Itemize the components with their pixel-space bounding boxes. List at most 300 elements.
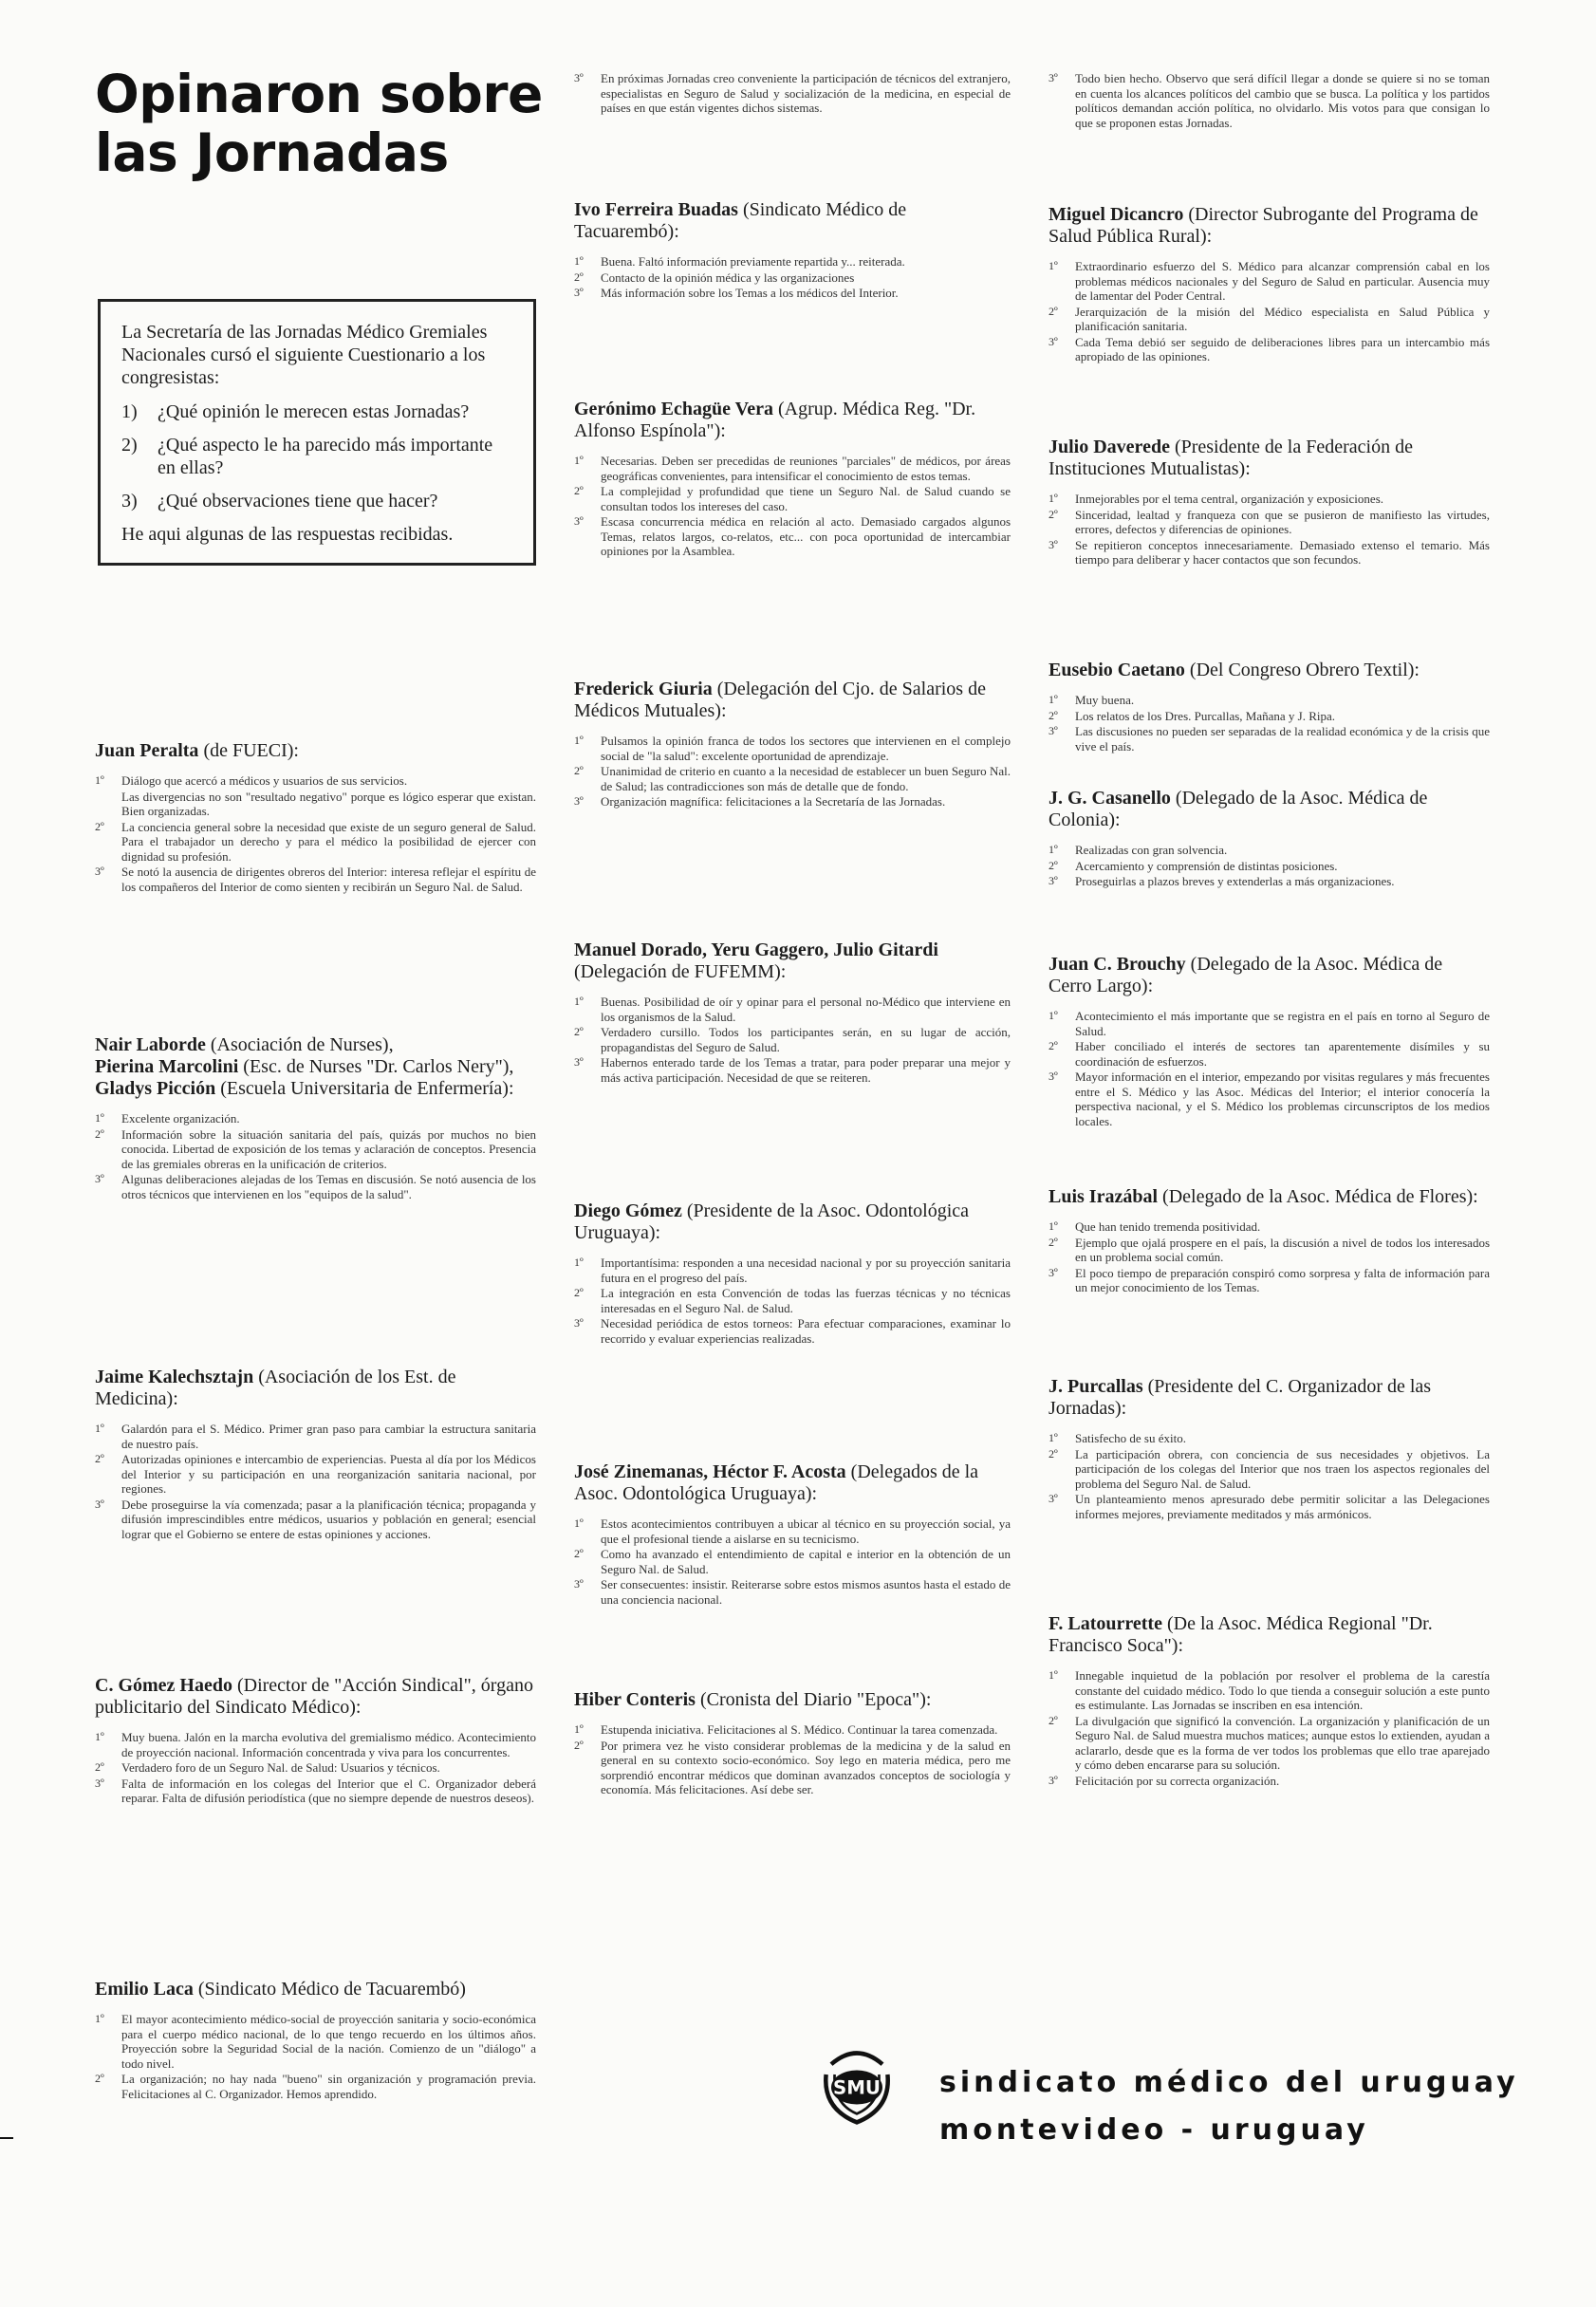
respondent-affiliation: (Presidente de la Asoc. Odontológica Uruguaya):	[574, 1200, 970, 1243]
answer-text: Contacto de la opinión médica y las organizaciones	[601, 270, 855, 285]
answer-text: Unanimidad de criterio en cuanto a la necesidad de establecer un buen Seguro Nal. de Salud; las contradicciones son más de detalle que de fondo.	[601, 764, 1011, 793]
respondent-affiliation: (Delegado de la Asoc. Médica de Cerro Largo):	[1049, 954, 1443, 996]
response-entry	[574, 199, 1011, 302]
answer-text: Galardón para el S. Médico. Primer gran paso para cambiar la estructura sanitaria de nuestro país.	[121, 1422, 536, 1451]
answer-number: 1º	[1049, 843, 1058, 856]
answer-number: 3º	[1049, 1070, 1058, 1083]
respondent-heading	[1049, 1613, 1490, 1657]
answer-number: 2º	[574, 1025, 584, 1038]
respondent-affiliation: (Delegación del Cjo. de Salarios de Médicos Mutuales):	[574, 679, 986, 721]
respondent-affiliation: (Asociación de los Est. de Medicina):	[95, 1367, 456, 1409]
question-text: ¿Qué opinión le merecen estas Jornadas?	[158, 401, 470, 422]
answer-list	[1049, 693, 1490, 753]
answer-number: 1º	[1049, 259, 1058, 272]
response-entry	[1049, 660, 1490, 754]
answer-item	[574, 1516, 1011, 1546]
respondent-heading	[95, 1675, 536, 1719]
respondent-affiliation: (Del Congreso Obrero Textil):	[1189, 660, 1420, 680]
answer-number: 3º	[1049, 334, 1058, 348]
answer-item	[574, 270, 1011, 286]
answer-number: 3º	[1049, 1773, 1058, 1787]
answer-text: Las divergencias no son "resultado negativo" porque es lógico esperar que existan. Bien organizadas.	[121, 789, 536, 818]
answer-item	[95, 1127, 536, 1172]
answer-number: 2º	[574, 1286, 584, 1299]
answer-text: Estupenda iniciativa. Felicitaciones al S. Médico. Continuar la tarea comenzada.	[601, 1722, 998, 1737]
answer-text: Por primera vez he visto considerar problemas de la medicina y de la salud en general en su contexto socio-económico. Soy lego en materia médica, pero me sorprendió encontrar médicos que dominan avanzados conceptos de sociología y economía. Más felicitaciones. Así debe ser.	[601, 1738, 1011, 1796]
answer-item	[95, 2072, 536, 2101]
response-entry	[95, 1979, 536, 2102]
answer-text: Mayor información en el interior, empezando por visitas regulares y más frecuentes entre el S. Médico y las Asoc. Médicas del Interior; el interior conocería la perspectiva nacional, y el S. Médico los problemas circunscriptos de los medios locales.	[1075, 1070, 1490, 1128]
answer-item	[95, 773, 536, 789]
response-entry	[574, 71, 1011, 117]
answer-item	[574, 1577, 1011, 1607]
respondent-heading	[1049, 1376, 1490, 1420]
answer-number: 2º	[574, 270, 584, 284]
question-list	[121, 400, 512, 512]
answer-text: Buena. Faltó información previamente repartida y... reiterada.	[601, 254, 905, 269]
answer-item	[574, 1316, 1011, 1346]
respondent-affiliation: (Sindicato Médico de Tacuarembó)	[197, 1979, 466, 2000]
answer-text: Acontecimiento el más importante que se registra en el país en torno al Seguro de Salud.	[1075, 1009, 1490, 1038]
answer-number: 3º	[1049, 874, 1058, 887]
answer-text: Algunas deliberaciones alejadas de los Temas en discusión. Se notó ausencia de los otros técnicos que intervienen en los "equipos de la salud".	[121, 1172, 536, 1201]
answer-item	[1049, 538, 1490, 567]
answer-text: Necesidad periódica de estos torneos: Para efectuar comparaciones, examinar lo recorrido y evaluar experiencias realizadas.	[601, 1316, 1011, 1346]
respondent-affiliation: (Delegado de la Asoc. Médica de Colonia):	[1049, 788, 1428, 830]
answer-list	[95, 1422, 536, 1541]
respondent-name: Gerónimo Echagüe Vera	[574, 399, 773, 419]
answer-item	[574, 254, 1011, 270]
answer-text: Satisfecho de su éxito.	[1075, 1431, 1186, 1445]
respondent-heading	[574, 679, 1011, 722]
answer-list	[95, 1111, 536, 1201]
answer-item	[1049, 693, 1490, 708]
answer-item	[1049, 259, 1490, 304]
answer-item	[1049, 1492, 1490, 1521]
respondent-name: F. Latourrette	[1049, 1613, 1162, 1634]
answer-text: Un planteamiento menos apresurado debe permitir solicitar a las Delegaciones informes mejores, previamente meditados y más armónicos.	[1075, 1492, 1490, 1521]
answer-list	[574, 1516, 1011, 1607]
answer-item	[1049, 843, 1490, 858]
answer-item	[95, 1422, 536, 1451]
footer-org-name: sindicato médico del uruguay	[939, 2066, 1519, 2099]
response-entry	[1049, 788, 1490, 890]
question-text: ¿Qué aspecto le ha parecido más importante en ellas?	[158, 435, 493, 478]
answer-number: 3º	[1049, 724, 1058, 737]
answer-list	[1049, 1431, 1490, 1521]
response-entry	[1049, 1613, 1490, 1789]
respondent-heading	[1049, 437, 1490, 480]
answer-item	[1049, 874, 1490, 889]
answer-number: 1º	[1049, 492, 1058, 505]
respondent-name: Ivo Ferreira Buadas	[574, 199, 738, 220]
answer-item	[95, 2012, 536, 2071]
respondent-name: J. Purcallas	[1049, 1376, 1143, 1397]
respondent-name: Manuel Dorado, Yeru Gaggero, Julio Gitardi	[574, 940, 938, 960]
question-number: 2)	[121, 435, 138, 456]
respondent-heading	[574, 1689, 1011, 1711]
respondent-affiliation: (de FUECI):	[203, 740, 299, 761]
answer-text: Como ha avanzado el entendimiento de capital e interior en la obtención de un Seguro Nal. de Salud.	[601, 1547, 1011, 1576]
intro-text: La Secretaría de las Jornadas Médico Gremiales Nacionales cursó el siguiente Cuestionario a los congresistas:	[121, 322, 488, 388]
respondent-affiliation: (Director de "Acción Sindical", órgano publicitario del Sindicato Médico):	[95, 1675, 533, 1718]
answer-text: Ser consecuentes: insistir. Reiterarse sobre estos mismos asuntos hasta el estado de una conciencia nacional.	[601, 1577, 1011, 1607]
answer-text: La conciencia general sobre la necesidad que existe de un seguro general de Salud. Para el trabajador un derecho y para el médico la posibilidad de ejercer con dignidad su profesión.	[121, 819, 536, 864]
answer-text: Falta de información en los colegas del Interior que el C. Organizador deberá reparar. Falta de difusión periodística (que no siempre depende de nuestros deseos).	[121, 1776, 536, 1805]
answer-list	[95, 1730, 536, 1806]
respondent-heading	[574, 940, 1011, 983]
answer-number: 1º	[574, 734, 584, 747]
smu-logo-icon	[814, 2040, 900, 2126]
question-item	[121, 400, 512, 423]
answer-list	[574, 71, 1011, 116]
respondent-heading	[95, 1367, 536, 1410]
respondent-affiliation: (Asociación de Nurses),	[210, 1034, 394, 1055]
response-entry	[1049, 954, 1490, 1129]
answer-item	[1049, 1774, 1490, 1789]
respondent-heading	[1049, 1186, 1490, 1208]
answer-number: 1º	[574, 1256, 584, 1269]
answer-list	[95, 773, 536, 894]
respondent-name: Diego Gómez	[574, 1200, 682, 1221]
answer-text: La complejidad y profundidad que tiene un Seguro Nal. de Salud cuando se consultan todos los intereses del caso.	[601, 484, 1011, 513]
answer-number: 2º	[95, 2072, 104, 2085]
answer-text: En próximas Jornadas creo conveniente la participación de técnicos del extranjero, especialistas en Seguro de Salud y socialización de la medicina, en especial de países en que están vigentes dichos sistemas.	[601, 71, 1011, 115]
answer-number: 2º	[95, 1452, 104, 1465]
answer-list	[1049, 1668, 1490, 1788]
answer-item	[1049, 1714, 1490, 1773]
answer-text: Organización magnífica: felicitaciones a la Secretaría de las Jornadas.	[601, 794, 946, 809]
answer-number: 3º	[95, 865, 104, 878]
answer-number: 2º	[1049, 304, 1058, 318]
answer-list	[1049, 843, 1490, 889]
respondent-name: Luis Irazábal	[1049, 1186, 1159, 1207]
respondent-name: Pierina Marcolini	[95, 1056, 239, 1077]
answer-item	[574, 1547, 1011, 1576]
answer-number: 2º	[1049, 858, 1058, 872]
respondent-name: C. Gómez Haedo	[95, 1675, 232, 1696]
respondent-affiliation: (Delegación de FUFEMM):	[574, 961, 787, 982]
answer-number: 2º	[1049, 1713, 1058, 1727]
respondent-affiliation: (Cronista del Diario "Epoca"):	[699, 1689, 932, 1710]
question-number: 3)	[121, 491, 138, 512]
answer-text: El mayor acontecimiento médico-social de proyección sanitaria y socio-económica para el cuerpo médico nacional, de lo que tengo recuerdo en los últimos años. Proyección sobre la Seguridad Social de la nación. Comienzo de un "diálogo" a todo nivel.	[121, 2012, 536, 2071]
answer-text: Se repitieron conceptos innecesariamente. Demasiado extenso el temario. Más tiempo para deliberar y hacer contactos que son fecundos.	[1075, 537, 1490, 567]
answer-number	[95, 790, 121, 819]
answer-item	[1049, 1266, 1490, 1295]
margin-mark	[0, 2137, 13, 2139]
answer-list	[1049, 492, 1490, 567]
response-entry	[574, 1689, 1011, 1798]
answer-text: Realizadas con gran solvencia.	[1075, 843, 1228, 857]
answer-item	[574, 1739, 1011, 1797]
respondent-name: Juan C. Brouchy	[1049, 954, 1186, 975]
answer-text: Innegable inquietud de la población por resolver el problema de la carestía constante del cuidado médico. Todo lo que tienda a conseguir solución a este punto es estimulante. Las Jornadas se inscriben en esa intención.	[1075, 1668, 1490, 1712]
answer-number: 3º	[95, 1776, 104, 1790]
answer-item	[1049, 1070, 1490, 1128]
answer-text: Haber conciliado el interés de sectores tan aparentemente disímiles y su coordinación de esfuerzos.	[1075, 1039, 1490, 1069]
answer-item	[95, 1452, 536, 1497]
question-text: ¿Qué observaciones tiene que hacer?	[158, 491, 438, 512]
answer-item	[1049, 1668, 1490, 1713]
answer-item	[1049, 305, 1490, 334]
answer-number: 1º	[95, 2012, 104, 2025]
answer-item	[1049, 1039, 1490, 1069]
footer-city: montevideo - uruguay	[939, 2113, 1369, 2147]
respondent-heading	[574, 399, 1011, 442]
answer-text: Necesarias. Deben ser precedidas de reuniones "parciales" de médicos, por áreas geográficas convenientes, para intensificar el conocimiento de estos temas.	[601, 454, 1011, 483]
answer-list	[1049, 1219, 1490, 1295]
answer-text: Verdadero foro de un Seguro Nal. de Salud: Usuarios y técnicos.	[121, 1760, 440, 1775]
answer-number: 2º	[95, 1126, 104, 1141]
answer-text: Ejemplo que ojalá prospere en el país, la discusión a nivel de todos los interesados en un problema social común.	[1075, 1235, 1490, 1264]
answer-item	[95, 865, 536, 894]
answer-text: Pulsamos la opinión franca de todos los sectores que intervienen en el complejo social de "la salud": excelente oportunidad de aprendizaje.	[601, 734, 1011, 763]
answer-number: 1º	[574, 995, 584, 1008]
answer-number: 2º	[95, 1760, 104, 1774]
respondent-heading	[95, 740, 536, 762]
answer-text: Sinceridad, lealtad y franqueza con que se pusieron de manifiesto las virtudes, errores, defectos y diferencias de opiniones.	[1075, 507, 1490, 536]
answer-item	[574, 71, 1011, 116]
answer-item	[574, 1722, 1011, 1738]
question-number: 1)	[121, 401, 138, 422]
answer-list	[95, 2012, 536, 2101]
response-entry	[574, 1461, 1011, 1608]
answer-text: Muy buena. Jalón en la marcha evolutiva del gremialismo médico. Acontecimiento de proyección nacional. Información concentrada y viva para los concurrentes.	[121, 1730, 536, 1759]
answer-text: Los relatos de los Dres. Purcallas, Mañana y J. Ripa.	[1075, 708, 1336, 723]
answer-text: Cada Tema debió ser seguido de deliberaciones libres para un intercambio más apropiado de las opiniones.	[1075, 334, 1490, 363]
respondent-affiliation: (Presidente del C. Organizador de las Jornadas):	[1049, 1376, 1432, 1419]
footer	[939, 2059, 1519, 2154]
answer-text: Estos acontecimientos contribuyen a ubicar al técnico en su proyección social, ya que el profesional tiende a aislarse en su tecnicismo.	[601, 1516, 1011, 1546]
intro-closing: He aqui algunas de las respuestas recibidas.	[121, 524, 454, 545]
question-item	[121, 490, 512, 512]
answer-item	[574, 794, 1011, 809]
answer-text: La organización; no hay nada "bueno" sin organización y programación previa. Felicitaciones al C. Organizador. Hemos aprendido.	[121, 2072, 536, 2101]
logo-lettering: SMU	[833, 2076, 881, 2099]
answer-number: 1º	[574, 254, 584, 268]
respondent-heading	[1049, 954, 1490, 997]
respondent-name: Nair Laborde	[95, 1034, 206, 1055]
answer-item	[1049, 335, 1490, 364]
answer-number: 3º	[95, 1497, 104, 1511]
respondent-name: Gladys Picción	[95, 1078, 216, 1099]
answer-item	[574, 1025, 1011, 1054]
answer-item	[95, 1760, 536, 1776]
response-entry	[1049, 204, 1490, 365]
answer-text: Debe proseguirse la vía comenzada; pasar a la planificación técnica; propaganda y difusión imprescindibles entre médicos, usuarios y población en general; esencial lograr que el Gobierno se entere de estas opiniones y acciones.	[121, 1497, 536, 1541]
answer-text: Excelente organización.	[121, 1111, 240, 1126]
answer-text: Extraordinario esfuerzo del S. Médico para alcanzar comprensión cabal en los problemas médicos nacionales y del Seguro de Salud en particular. Ausencia muy de lamentar del Poder Central.	[1075, 259, 1490, 303]
respondent-name: Juan Peralta	[95, 740, 199, 761]
answer-number: 3º	[95, 1172, 104, 1185]
answer-number: 1º	[1049, 693, 1058, 706]
answer-number: 1º	[574, 1722, 584, 1736]
respondent-affiliation: (De la Asoc. Médica Regional "Dr. Francisco Soca"):	[1049, 1613, 1433, 1656]
answer-item	[574, 1055, 1011, 1085]
answer-text: Importantísima: responden a una necesidad nacional y por su proyección sanitaria futura en el progreso del país.	[601, 1256, 1011, 1285]
answer-number: 2º	[1049, 507, 1058, 521]
answer-item	[574, 514, 1011, 559]
answer-text: Verdadero cursillo. Todos los participantes serán, en su lugar de acción, propagandistas del Seguro de Salud.	[601, 1025, 1011, 1054]
respondent-affiliation: (Delegado de la Asoc. Médica de Flores):	[1162, 1186, 1478, 1207]
answer-text: Proseguirlas a plazos breves y extenderlas a más organizaciones.	[1075, 874, 1395, 888]
answer-item	[95, 1498, 536, 1542]
answer-text: Acercamiento y comprensión de distintas posiciones.	[1075, 858, 1338, 873]
answer-item	[1049, 71, 1490, 130]
answer-number: 1º	[95, 1111, 104, 1125]
answer-item	[1049, 508, 1490, 537]
answer-text: La integración en esta Convención de todas las fuerzas técnicas y no técnicas interesadas en el Seguro Nal. de Salud.	[601, 1286, 1011, 1315]
answer-number: 3º	[574, 794, 584, 808]
answer-number: 3º	[574, 1055, 584, 1069]
respondent-heading	[1049, 660, 1490, 681]
answer-number: 1º	[1049, 1668, 1058, 1682]
respondent-name: Emilio Laca	[95, 1979, 194, 2000]
answer-text: Diálogo que acercó a médicos y usuarios de sus servicios.	[121, 773, 408, 788]
response-entry	[574, 679, 1011, 810]
answer-item	[95, 1172, 536, 1201]
response-entry	[1049, 71, 1490, 131]
answer-number: 3º	[1049, 71, 1058, 84]
answer-item	[95, 820, 536, 865]
answer-item	[1049, 1447, 1490, 1492]
answer-item	[574, 484, 1011, 513]
response-entry	[1049, 437, 1490, 568]
answer-number: 1º	[95, 773, 104, 787]
answer-number: 3º	[574, 1577, 584, 1591]
answer-number: 2º	[95, 819, 104, 833]
answer-item	[95, 790, 536, 819]
response-entry	[95, 1367, 536, 1542]
answer-text: Que han tenido tremenda positividad.	[1075, 1219, 1261, 1234]
answer-list	[574, 254, 1011, 301]
answer-text: La divulgación que significó la convención. La organización y planificación de un Seguro Nal. de Salud muestra muchos matices; aunque estos lo extienden, ayudan a aclararlo, desde que es la forma de ver todos los problemas que ello trae aparejado y cómo deben encararse para su solución.	[1075, 1713, 1490, 1772]
response-entry	[574, 940, 1011, 1086]
answer-number: 3º	[1049, 1492, 1058, 1505]
answer-number: 1º	[95, 1730, 104, 1743]
response-entry	[95, 1034, 536, 1202]
answer-item	[95, 1730, 536, 1759]
answer-text: La participación obrera, con conciencia de sus necesidades y objetivos. La participación de los colegas del Interior que nos traen los aspectos regionales del problema del Seguro Nal. de Salud.	[1075, 1446, 1490, 1491]
answer-text: Autorizadas opiniones e intercambio de experiencias. Puesta al día por los Médicos del Interior y su participación en una reorganización sanitaria nacional, por regiones.	[121, 1452, 536, 1496]
respondent-affiliation: (Presidente de la Federación de Instituciones Mutualistas):	[1049, 437, 1413, 479]
respondent-heading	[574, 1200, 1011, 1244]
answer-number: 1º	[1049, 1219, 1058, 1233]
respondent-name: Julio Daverede	[1049, 437, 1170, 457]
answer-list	[574, 454, 1011, 559]
response-entry	[95, 1675, 536, 1807]
respondent-affiliation: (Agrup. Médica Reg. "Dr. Alfonso Espínola"):	[574, 399, 976, 441]
answer-item	[574, 734, 1011, 763]
response-entry	[1049, 1376, 1490, 1522]
answer-number: 3º	[574, 514, 584, 528]
respondent-heading	[95, 1034, 536, 1100]
response-entry	[574, 399, 1011, 560]
response-entry	[1049, 1186, 1490, 1296]
answer-text: Felicitación por su correcta organización.	[1075, 1773, 1280, 1788]
answer-number: 2º	[574, 1738, 584, 1752]
answer-item	[574, 1286, 1011, 1315]
respondent-heading	[95, 1979, 536, 2000]
answer-text: El poco tiempo de preparación conspiró como sorpresa y falta de información para un mejor conocimiento de los Temas.	[1075, 1265, 1490, 1294]
response-entry	[574, 1200, 1011, 1347]
answer-text: Más información sobre los Temas a los médicos del Interior.	[601, 286, 899, 300]
respondent-heading	[574, 199, 1011, 243]
respondent-name: Frederick Giuria	[574, 679, 713, 699]
answer-text: Jerarquización de la misión del Médico especialista en Salud Pública y planificación sanitaria.	[1075, 304, 1490, 333]
answer-number: 1º	[1049, 1431, 1058, 1444]
answer-list	[574, 995, 1011, 1085]
answer-item	[95, 1111, 536, 1126]
respondent-affiliation: (Director Subrogante del Programa de Salud Pública Rural):	[1049, 204, 1478, 247]
respondent-name: Jaime Kalechsztajn	[95, 1367, 254, 1387]
answer-item	[574, 286, 1011, 301]
answer-number: 3º	[574, 286, 584, 299]
answer-number: 3º	[574, 71, 584, 84]
answer-number: 2º	[1049, 1039, 1058, 1052]
answer-list	[574, 1256, 1011, 1346]
answer-text: Las discusiones no pueden ser separadas de la realidad económica y de la crisis que vive el país.	[1075, 724, 1490, 753]
answer-item	[574, 764, 1011, 793]
answer-number: 2º	[574, 764, 584, 777]
answer-text: Información sobre la situación sanitaria del país, quizás por muchos no bien conocida. Libertad de exposición de los temas y aclaración de conceptos. Presencia de las gremiales obreras en la unificación de criterios.	[121, 1126, 536, 1171]
answer-number: 2º	[574, 484, 584, 497]
questionnaire-box	[98, 299, 536, 566]
respondent-affiliation: (Delegados de la Asoc. Odontológica Uruguaya):	[574, 1461, 979, 1504]
response-entry	[95, 740, 536, 895]
respondent-name: Eusebio Caetano	[1049, 660, 1185, 680]
question-item	[121, 434, 512, 479]
respondent-affiliation: (Escuela Universitaria de Enfermería):	[220, 1078, 514, 1099]
answer-number: 2º	[1049, 708, 1058, 722]
answer-number: 1º	[95, 1422, 104, 1435]
answer-text: Todo bien hecho. Observo que será difícil llegar a donde se quiere si no se toman en cuenta los alcances políticos del cambio que se busca. La política y los partidos políticos demandan acción política, no olvidarlo. Mis votos para que consigan lo que se proponen estas Jornadas.	[1075, 71, 1490, 130]
respondent-name: Hiber Conteris	[574, 1689, 696, 1710]
answer-item	[574, 1256, 1011, 1285]
answer-text: Se notó la ausencia de dirigentes obreros del Interior: interesa reflejar el espíritu de los compañeros del Interior de como sienten y recibirán un Seguro Nal. de Salud.	[121, 865, 536, 894]
answer-list	[1049, 1009, 1490, 1128]
respondent-heading	[1049, 788, 1490, 831]
answer-item	[1049, 1009, 1490, 1038]
answer-number: 2º	[1049, 1235, 1058, 1249]
answer-item	[574, 995, 1011, 1024]
answer-text: Buenas. Posibilidad de oír y opinar para el personal no-Médico que interviene en los organismos de la Salud.	[601, 995, 1011, 1024]
answer-item	[1049, 724, 1490, 753]
answer-text: Escasa concurrencia médica en relación al acto. Demasiado cargados algunos Temas, relatos largos, co-relatos, etc... con poca oportunidad de intercambiar opiniones por la Asamblea.	[601, 514, 1011, 558]
answer-list	[1049, 71, 1490, 130]
respondent-heading	[574, 1461, 1011, 1505]
respondent-name: José Zinemanas, Héctor F. Acosta	[574, 1461, 846, 1482]
answer-list	[574, 1722, 1011, 1797]
answer-item	[1049, 492, 1490, 507]
answer-number: 2º	[574, 1547, 584, 1560]
respondent-affiliation: (Sindicato Médico de Tacuarembó):	[574, 199, 907, 242]
answer-text: Muy buena.	[1075, 693, 1135, 707]
answer-number: 1º	[574, 1516, 584, 1530]
answer-number: 1º	[574, 454, 584, 467]
answer-item	[1049, 1431, 1490, 1446]
answer-list	[574, 734, 1011, 809]
answer-number: 3º	[1049, 537, 1058, 551]
answer-text: Habernos enterado tarde de los Temas a tratar, para poder preparar una mejor y más activa participación. Necesidad de que se reiteren.	[601, 1055, 1011, 1085]
respondent-heading	[1049, 204, 1490, 248]
answer-number: 3º	[1049, 1265, 1058, 1279]
answer-item	[574, 454, 1011, 483]
answer-number: 1º	[1049, 1009, 1058, 1022]
answer-item	[95, 1777, 536, 1806]
answer-text: Inmejorables por el tema central, organización y exposiciones.	[1075, 492, 1383, 506]
